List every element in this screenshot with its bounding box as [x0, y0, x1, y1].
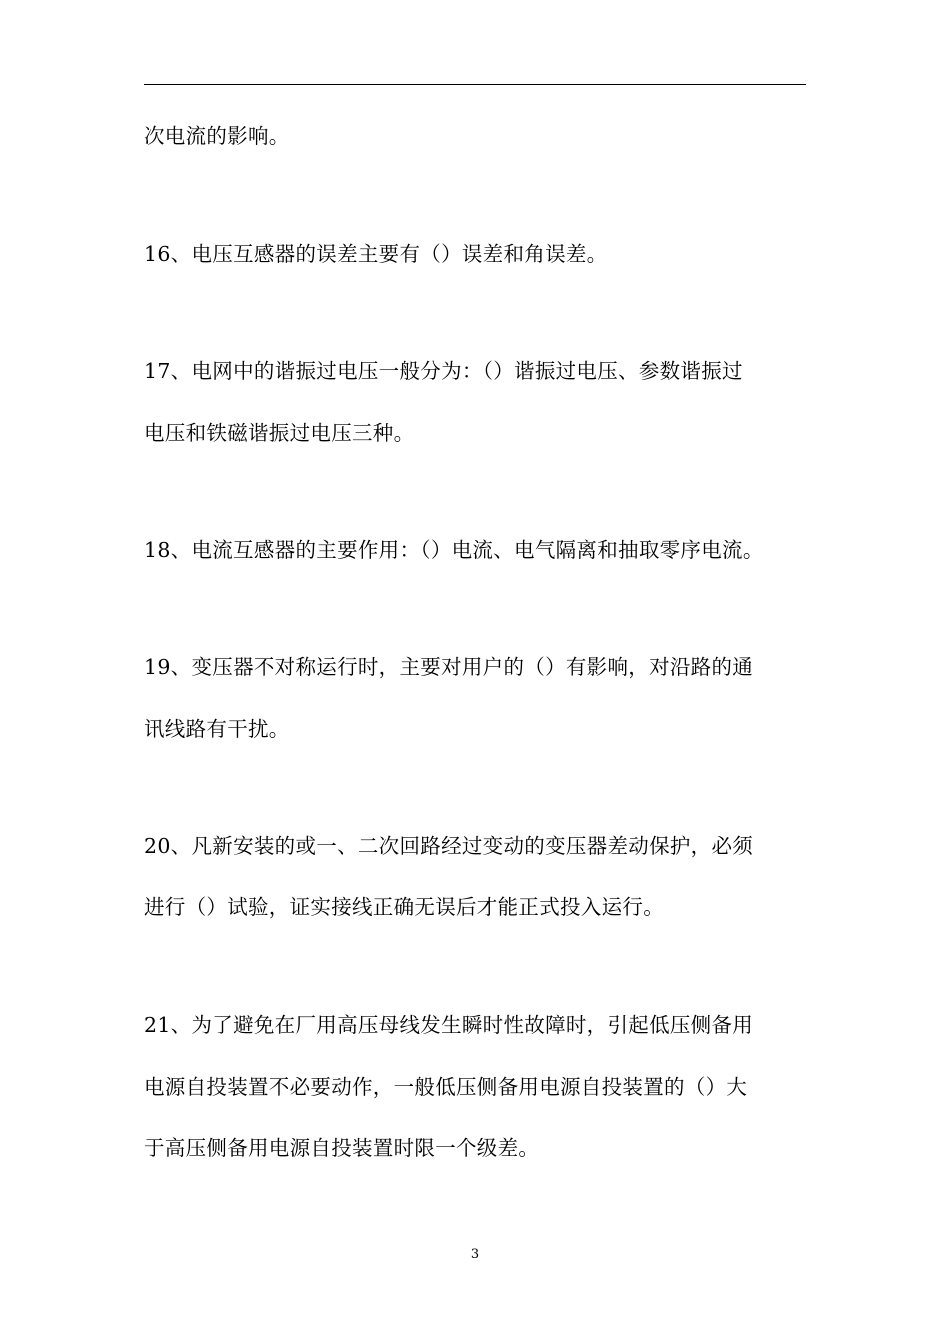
question-21-line-1: 21、为了避免在厂用高压母线发生瞬时性故障时，引起低压侧备用	[144, 1013, 754, 1037]
question-19-line-1: 19、变压器不对称运行时，主要对用户的（）有影响，对沿路的通	[144, 655, 754, 679]
header-rule	[144, 84, 806, 85]
text-line-continuation-15: 次电流的影响。	[144, 124, 290, 148]
question-18-line-1: 18、电流互感器的主要作用：（）电流、电气隔离和抽取零序电流。	[144, 538, 764, 562]
question-21-line-2: 电源自投装置不必要动作，一般低压侧备用电源自投装置的（）大	[144, 1075, 748, 1099]
question-21-line-3: 于高压侧备用电源自投装置时限一个级差。	[144, 1136, 540, 1160]
question-20-line-1: 20、凡新安装的或一、二次回路经过变动的变压器差动保护，必须	[144, 834, 754, 858]
question-17-line-2: 电压和铁磁谐振过电压三种。	[144, 421, 415, 445]
question-19-line-2: 讯线路有干扰。	[144, 717, 290, 741]
question-17-line-1: 17、电网中的谐振过电压一般分为：（）谐振过电压、参数谐振过	[144, 359, 743, 383]
page-number: 3	[470, 1247, 480, 1262]
question-16-line-1: 16、电压互感器的误差主要有（）误差和角误差。	[144, 242, 608, 266]
question-20-line-2: 进行（）试验，证实接线正确无误后才能正式投入运行。	[144, 895, 664, 919]
